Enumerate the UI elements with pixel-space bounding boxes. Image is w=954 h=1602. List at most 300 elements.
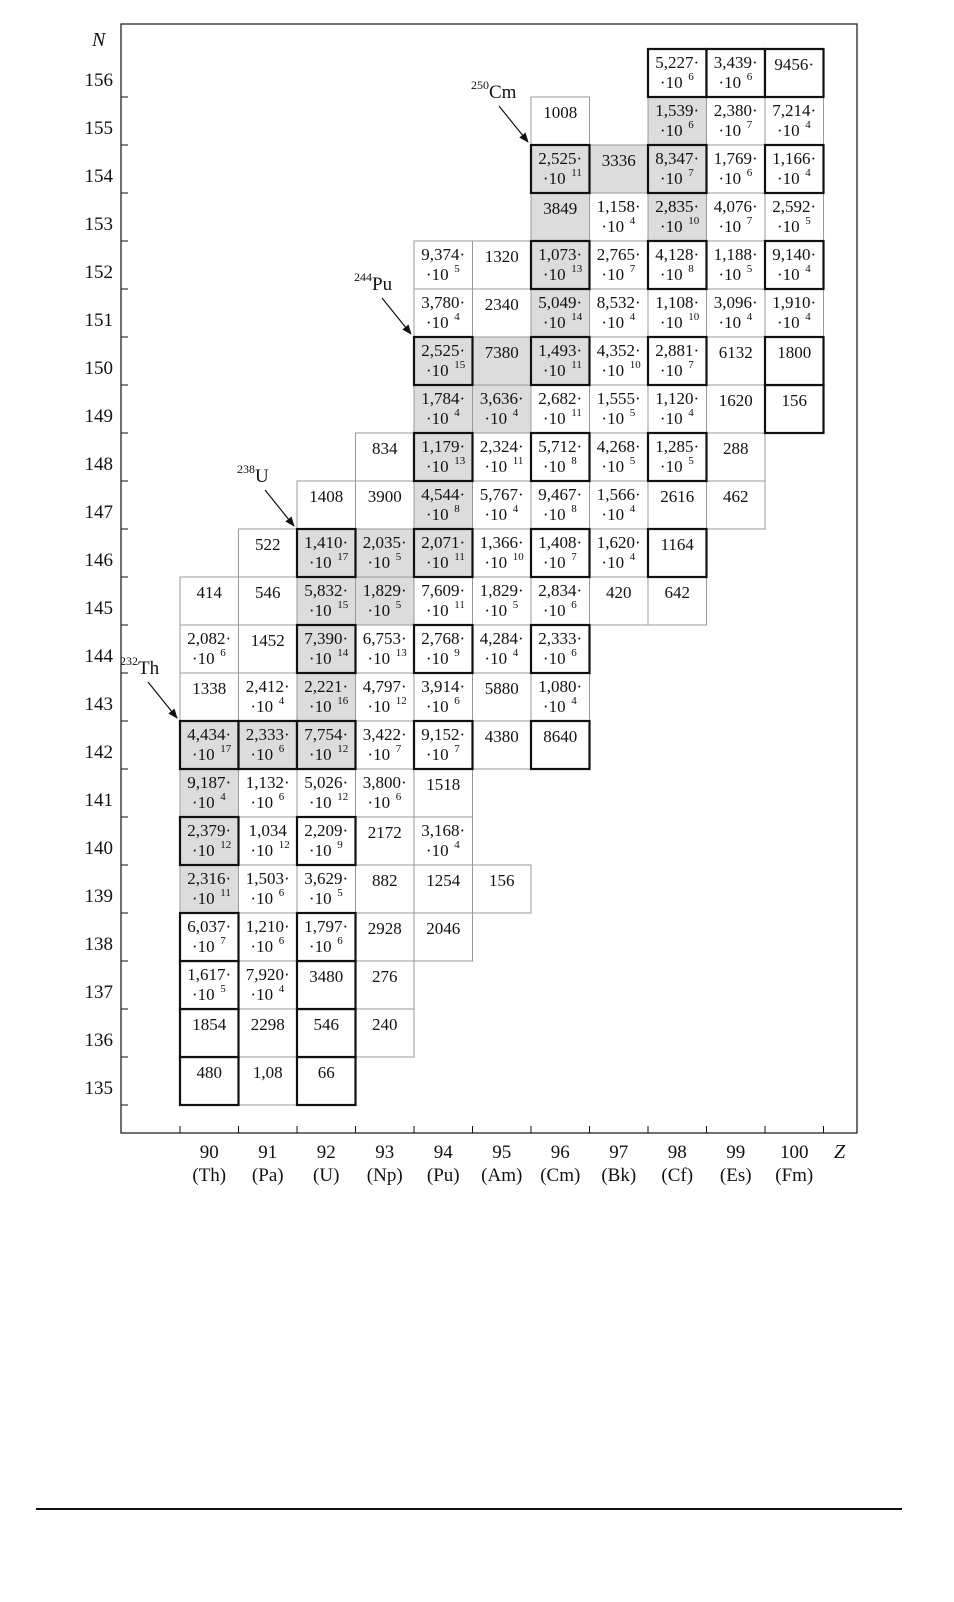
cell-exponent: 5 <box>337 887 343 899</box>
nuclide-cell <box>590 433 649 481</box>
nuclide-cell <box>239 721 298 769</box>
nuclide-cell <box>531 193 590 241</box>
z-axis-element-symbol: (Np) <box>366 1165 403 1186</box>
cell-exponent: 6 <box>395 791 402 803</box>
cell-exponent: 17 <box>220 743 232 755</box>
cell-power-of-ten: ·10 <box>250 793 274 812</box>
n-axis-tick-label: 138 <box>84 934 113 955</box>
nuclide-cell <box>648 433 707 481</box>
n-axis-tick-label: 137 <box>84 982 113 1003</box>
cell-power-of-ten: ·10 <box>542 601 566 620</box>
nuclide-cell <box>356 913 415 961</box>
nuclide-cell <box>765 145 824 193</box>
cell-value: 1854 <box>192 1015 227 1034</box>
cell-exponent: 4 <box>454 839 460 851</box>
nuclide-cell <box>707 481 766 529</box>
cell-mantissa: 1,179· <box>421 437 466 456</box>
cell-exponent: 11 <box>571 407 582 419</box>
cell-mantissa: 7,920· <box>245 965 290 984</box>
cell-exponent: 9 <box>454 647 460 659</box>
nuclide-cell <box>239 769 298 817</box>
cell-power-of-ten: ·10 <box>659 457 683 476</box>
isotope-mass-number: 238 <box>237 462 255 476</box>
cell-mantissa: 7,214· <box>772 101 817 120</box>
nuclide-cell <box>239 1009 298 1057</box>
cell-mantissa: 2,412· <box>245 677 290 696</box>
z-axis-tick-label: 99 <box>726 1142 746 1163</box>
cell-power-of-ten: ·10 <box>250 841 274 860</box>
n-axis-tick-label: 151 <box>84 310 113 331</box>
cell-exponent: 7 <box>688 359 694 371</box>
nuclide-cell <box>765 241 824 289</box>
cell-mantissa: 2,333· <box>245 725 290 744</box>
cell-power-of-ten: ·10 <box>542 553 566 572</box>
cell-power-of-ten: ·10 <box>425 505 449 524</box>
nuclide-cell <box>297 625 356 673</box>
cell-exponent: 6 <box>746 71 753 83</box>
cell-exponent: 6 <box>688 119 694 131</box>
n-axis-tick-label: 146 <box>84 550 113 571</box>
cell-power-of-ten: ·10 <box>601 217 625 236</box>
nuclide-cell <box>356 961 415 1009</box>
isotope-mass-number: 232 <box>120 654 138 668</box>
nuclide-cell <box>239 625 298 673</box>
nuclide-cell <box>473 625 532 673</box>
isotope-arrow <box>499 106 528 142</box>
cell-power-of-ten: ·10 <box>250 889 274 908</box>
nuclide-cell <box>648 241 707 289</box>
nuclide-cell <box>590 529 649 577</box>
cell-power-of-ten: ·10 <box>367 697 391 716</box>
nuclide-cell <box>414 865 473 913</box>
cell-exponent: 4 <box>278 695 285 707</box>
nuclide-cell <box>531 433 590 481</box>
cell-power-of-ten: ·10 <box>659 313 683 332</box>
isotope-mass-number: 250 <box>471 78 489 92</box>
cell-power-of-ten: ·10 <box>308 841 332 860</box>
cell-mantissa: 1,539· <box>655 101 700 120</box>
cell-value: 546 <box>313 1015 339 1034</box>
cell-exponent: 4 <box>220 791 226 803</box>
cell-mantissa: 9,152· <box>421 725 466 744</box>
cell-exponent: 5 <box>395 551 402 563</box>
cell-mantissa: 8,532· <box>596 293 641 312</box>
nuclide-cell <box>414 913 473 961</box>
nuclide-cell <box>765 97 824 145</box>
cell-mantissa: 1,910· <box>772 293 817 312</box>
nuclide-cell <box>648 385 707 433</box>
cell-exponent: 11 <box>220 887 231 899</box>
n-axis-tick-label: 142 <box>84 742 113 763</box>
nuclide-cell <box>531 289 590 337</box>
cell-mantissa: 1,566· <box>596 485 641 504</box>
cell-exponent: 14 <box>337 647 349 659</box>
cell-mantissa: 2,380· <box>713 101 758 120</box>
cell-mantissa: 5,712· <box>538 437 583 456</box>
nuclide-cell <box>707 385 766 433</box>
cell-power-of-ten: ·10 <box>425 601 449 620</box>
cell-exponent: 11 <box>571 359 582 371</box>
nuclide-cell <box>297 577 356 625</box>
z-axis-element-symbol: (Fm) <box>775 1165 814 1186</box>
cell-exponent: 6 <box>278 743 285 755</box>
cell-mantissa: 1,080· <box>538 677 583 696</box>
cell-mantissa: 1,120· <box>655 389 700 408</box>
cell-power-of-ten: ·10 <box>191 745 215 764</box>
cell-power-of-ten: ·10 <box>601 409 625 428</box>
nuclide-cell <box>765 385 824 433</box>
nuclide-cell <box>414 481 473 529</box>
cell-mantissa: 7,754· <box>304 725 349 744</box>
isotope-label-th <box>120 654 177 718</box>
nuclide-cell <box>414 289 473 337</box>
isotope-label-text <box>120 654 160 679</box>
z-axis-tick-label: 100 <box>780 1142 809 1163</box>
cell-power-of-ten: ·10 <box>542 313 566 332</box>
nuclide-cell <box>356 721 415 769</box>
nuclide-cell <box>473 289 532 337</box>
cell-mantissa: 3,780· <box>421 293 466 312</box>
nuclide-cell <box>473 865 532 913</box>
nuclide-cell <box>414 337 473 385</box>
nuclide-cell <box>590 193 649 241</box>
nuclide-cell <box>239 1057 298 1105</box>
cell-exponent: 5 <box>629 455 636 467</box>
nuclide-cell <box>473 385 532 433</box>
n-axis-tick-label: 145 <box>84 598 113 619</box>
cell-power-of-ten: ·10 <box>659 265 683 284</box>
cell-exponent: 4 <box>454 311 460 323</box>
cell-exponent: 7 <box>629 263 636 275</box>
nuclide-cell <box>473 721 532 769</box>
n-axis-tick-label: 155 <box>84 118 113 139</box>
nuclide-cell <box>297 1009 356 1057</box>
cell-mantissa: 9,187· <box>187 773 232 792</box>
cell-exponent: 8 <box>571 455 577 467</box>
nuclide-cell <box>180 625 239 673</box>
cell-exponent: 5 <box>512 599 519 611</box>
cell-exponent: 6 <box>454 695 460 707</box>
cell-value: 2172 <box>367 823 402 842</box>
nuclide-cell <box>180 577 239 625</box>
cell-exponent: 5 <box>395 599 402 611</box>
isotope-element-symbol: Pu <box>372 274 393 295</box>
cell-mantissa: 2,682· <box>538 389 583 408</box>
nuclide-cell <box>356 1009 415 1057</box>
cell-exponent: 13 <box>571 263 583 275</box>
nuclide-cell <box>531 721 590 769</box>
cell-exponent: 4 <box>805 311 811 323</box>
cell-exponent: 11 <box>454 551 465 563</box>
cell-value: 6132 <box>718 343 753 362</box>
cell-mantissa: 3,168· <box>421 821 466 840</box>
cell-mantissa: 1,366· <box>479 533 524 552</box>
cell-exponent: 8 <box>688 263 694 275</box>
nuclide-cell <box>239 913 298 961</box>
z-axis <box>180 1126 846 1186</box>
nuclide-cell <box>414 817 473 865</box>
z-axis-element-symbol: (Pa) <box>251 1165 284 1186</box>
cell-exponent: 8 <box>454 503 460 515</box>
cell-exponent: 5 <box>805 215 811 227</box>
n-axis-tick-label: 150 <box>84 358 113 379</box>
cell-exponent: 4 <box>688 407 694 419</box>
nuclide-cell <box>648 97 707 145</box>
cell-mantissa: 7,390· <box>304 629 349 648</box>
cell-power-of-ten: ·10 <box>191 937 215 956</box>
cell-exponent: 16 <box>337 695 349 707</box>
cell-exponent: 4 <box>278 983 285 995</box>
cell-mantissa: 5,767· <box>479 485 524 504</box>
nuclide-cell <box>707 289 766 337</box>
cell-value: 462 <box>723 487 749 506</box>
cell-power-of-ten: ·10 <box>659 73 683 92</box>
cell-mantissa: 3,800· <box>362 773 407 792</box>
cell-exponent: 6 <box>278 791 285 803</box>
cell-value: 1254 <box>426 871 461 890</box>
cell-value: 3849 <box>543 199 578 218</box>
isotope-label-text <box>471 78 517 103</box>
cell-value: 2298 <box>250 1015 285 1034</box>
nuclide-cell <box>297 1057 356 1105</box>
isotope-label-text <box>237 462 269 487</box>
cell-exponent: 4 <box>746 311 753 323</box>
cell-power-of-ten: ·10 <box>659 409 683 428</box>
n-axis-tick-label: 141 <box>84 790 113 811</box>
cell-power-of-ten: ·10 <box>191 793 215 812</box>
nuclide-cell <box>531 97 590 145</box>
nuclide-cell <box>414 769 473 817</box>
cell-power-of-ten: ·10 <box>425 697 449 716</box>
cell-value: 1620 <box>718 391 753 410</box>
cell-power-of-ten: ·10 <box>542 457 566 476</box>
nuclide-cell <box>590 337 649 385</box>
cell-mantissa: 1,158· <box>596 197 641 216</box>
z-axis-tick-label: 95 <box>492 1142 512 1163</box>
nuclide-cell <box>590 481 649 529</box>
cell-exponent: 10 <box>688 215 700 227</box>
cell-exponent: 7 <box>220 935 226 947</box>
nuclide-cell <box>648 577 707 625</box>
nuclide-cell <box>356 673 415 721</box>
cell-value: 2046 <box>426 919 461 938</box>
cell-mantissa: 2,765· <box>596 245 641 264</box>
cell-value: 156 <box>781 391 807 410</box>
nuclide-cell <box>297 865 356 913</box>
z-axis-element-symbol: (Cf) <box>661 1165 694 1186</box>
cell-exponent: 12 <box>337 791 349 803</box>
cell-exponent: 6 <box>220 647 226 659</box>
cell-power-of-ten: ·10 <box>776 217 800 236</box>
cell-exponent: 11 <box>571 167 582 179</box>
cell-power-of-ten: ·10 <box>367 553 391 572</box>
cell-mantissa: 3,422· <box>362 725 407 744</box>
isotope-arrow <box>265 490 294 526</box>
cell-value: 2616 <box>660 487 695 506</box>
z-axis-element-symbol: (Cm) <box>540 1165 581 1186</box>
nuclide-cell <box>590 289 649 337</box>
nuclide-cell <box>648 529 707 577</box>
cell-mantissa: 9,467· <box>538 485 583 504</box>
cell-exponent: 5 <box>688 455 694 467</box>
cell-power-of-ten: ·10 <box>250 697 274 716</box>
cell-power-of-ten: ·10 <box>718 217 742 236</box>
nuclide-cell <box>414 625 473 673</box>
cell-power-of-ten: ·10 <box>601 553 625 572</box>
n-axis-tick-label: 148 <box>84 454 113 475</box>
cell-exponent: 10 <box>688 311 700 323</box>
cell-value: 66 <box>317 1063 335 1082</box>
nuclide-cell <box>414 433 473 481</box>
isotope-arrow <box>148 682 177 718</box>
cell-power-of-ten: ·10 <box>601 361 625 380</box>
nuclide-cell <box>531 385 590 433</box>
n-axis-tick-label: 152 <box>84 262 113 283</box>
cell-exponent: 10 <box>512 551 524 563</box>
nuclide-cell <box>473 241 532 289</box>
nuclide-cell <box>297 673 356 721</box>
cell-exponent: 4 <box>512 407 519 419</box>
cell-exponent: 6 <box>688 71 694 83</box>
cell-value: 522 <box>255 535 281 554</box>
cell-power-of-ten: ·10 <box>542 409 566 428</box>
cell-value: 414 <box>196 583 222 602</box>
n-axis-tick-label: 153 <box>84 214 113 235</box>
cell-power-of-ten: ·10 <box>718 121 742 140</box>
cell-mantissa: 3,636· <box>479 389 524 408</box>
nuclide-cell <box>590 385 649 433</box>
isotope-label-text <box>354 270 393 295</box>
cell-mantissa: 2,082· <box>187 629 232 648</box>
cell-power-of-ten: ·10 <box>776 169 800 188</box>
cell-mantissa: 2,835· <box>655 197 700 216</box>
nuclide-cell <box>239 577 298 625</box>
cell-exponent: 13 <box>454 455 466 467</box>
cell-value: 1452 <box>250 631 285 650</box>
cell-power-of-ten: ·10 <box>484 505 508 524</box>
nuclide-cell <box>707 49 766 97</box>
nuclide-cell <box>414 529 473 577</box>
cell-exponent: 7 <box>746 215 753 227</box>
cell-value: 1320 <box>484 247 519 266</box>
cell-power-of-ten: ·10 <box>367 649 391 668</box>
cell-exponent: 7 <box>571 551 577 563</box>
nuclide-cell <box>765 49 824 97</box>
cell-mantissa: 2,834· <box>538 581 583 600</box>
cell-mantissa: 2,379· <box>187 821 232 840</box>
nuclide-cell <box>180 817 239 865</box>
cell-power-of-ten: ·10 <box>484 409 508 428</box>
cell-exponent: 14 <box>571 311 583 323</box>
cell-mantissa: 7,609· <box>421 581 466 600</box>
nuclide-cell <box>414 385 473 433</box>
cell-mantissa: 3,914· <box>421 677 466 696</box>
z-axis-tick-label: 98 <box>667 1142 687 1163</box>
nuclide-cell <box>531 673 590 721</box>
cell-power-of-ten: ·10 <box>718 265 742 284</box>
cell-mantissa: 2,525· <box>421 341 466 360</box>
nuclide-cell <box>648 481 707 529</box>
z-axis-element-symbol: (Bk) <box>601 1165 637 1186</box>
cell-power-of-ten: ·10 <box>191 889 215 908</box>
cell-exponent: 6 <box>278 887 285 899</box>
isotope-label-cm <box>471 78 528 142</box>
cell-value: 420 <box>606 583 632 602</box>
cell-power-of-ten: ·10 <box>601 265 625 284</box>
nuclide-cell <box>414 673 473 721</box>
nuclide-cell <box>356 577 415 625</box>
nuclide-cell <box>648 289 707 337</box>
cell-mantissa: 4,797· <box>362 677 407 696</box>
cell-power-of-ten: ·10 <box>542 697 566 716</box>
nuclide-cells <box>180 49 824 1105</box>
cell-mantissa: 2,071· <box>421 533 466 552</box>
nuclide-cell <box>473 577 532 625</box>
cell-exponent: 5 <box>220 983 226 995</box>
n-axis-tick-label: 147 <box>84 502 113 523</box>
nuclide-cell <box>707 145 766 193</box>
nuclide-cell <box>297 913 356 961</box>
isotope-mass-number: 244 <box>354 270 372 284</box>
nuclide-cell <box>239 673 298 721</box>
cell-power-of-ten: ·10 <box>542 169 566 188</box>
nuclide-cell <box>356 481 415 529</box>
cell-value: 7380 <box>484 343 519 362</box>
cell-power-of-ten: ·10 <box>367 601 391 620</box>
nuclide-cell <box>297 961 356 1009</box>
cell-mantissa: 5,026· <box>304 773 349 792</box>
nuclide-cell <box>297 721 356 769</box>
cell-value: 1518 <box>426 775 461 794</box>
n-axis-tick-label: 139 <box>84 886 113 907</box>
cell-value: 642 <box>664 583 690 602</box>
cell-mantissa: 3,439· <box>713 53 758 72</box>
cell-exponent: 15 <box>454 359 466 371</box>
cell-mantissa: 2,221· <box>304 677 349 696</box>
cell-power-of-ten: ·10 <box>308 793 332 812</box>
nuclide-cell <box>356 433 415 481</box>
n-axis-tick-label: 154 <box>84 166 113 187</box>
cell-mantissa: 1,829· <box>479 581 524 600</box>
cell-power-of-ten: ·10 <box>484 601 508 620</box>
cell-mantissa: 1,503· <box>245 869 290 888</box>
cell-mantissa: 2,592· <box>772 197 817 216</box>
cell-power-of-ten: ·10 <box>308 601 332 620</box>
nuclide-cell <box>239 961 298 1009</box>
nuclide-cell <box>297 769 356 817</box>
z-axis-tick-label: 92 <box>316 1142 336 1163</box>
cell-power-of-ten: ·10 <box>191 649 215 668</box>
cell-mantissa: 2,881· <box>655 341 700 360</box>
cell-exponent: 12 <box>220 839 232 851</box>
cell-mantissa: 8,347· <box>655 149 700 168</box>
cell-mantissa: 2,316· <box>187 869 232 888</box>
nuclide-cell <box>414 241 473 289</box>
cell-mantissa: 5,832· <box>304 581 349 600</box>
cell-power-of-ten: ·10 <box>718 73 742 92</box>
cell-mantissa: 4,284· <box>479 629 524 648</box>
nuclide-cell <box>180 769 239 817</box>
cell-exponent: 5 <box>629 407 636 419</box>
cell-mantissa: 1,493· <box>538 341 583 360</box>
cell-exponent: 11 <box>512 455 524 467</box>
n-axis-tick-label: 156 <box>84 70 113 91</box>
nuclide-cell <box>356 625 415 673</box>
nuclide-cell <box>648 145 707 193</box>
cell-exponent: 17 <box>337 551 349 563</box>
cell-power-of-ten: ·10 <box>484 553 508 572</box>
n-axis-tick-label: 140 <box>84 838 113 859</box>
